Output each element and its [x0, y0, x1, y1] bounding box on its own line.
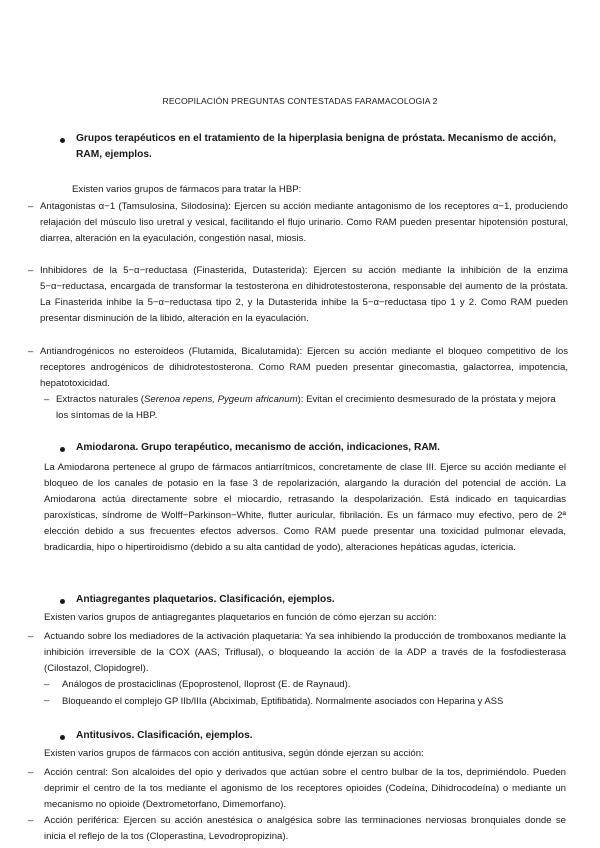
amiodarone-body: La Amiodarona pertenece al grupo de fármacos antiarrítmicos, concretamente de clase III. Ejerce su acción mediante el bloqueo de los canales de potasio en la fase 3 de repolarización, alargando la duración del potencial de acción. La Amiodarona actúa directamente sobre el miocardio, retrasando la despolarización. Está indicado en taquicardias paroxísticas, síndrome de Wolff−Parkinson−White, flutter auricular, fibrilación. Es un fármaco muy efectivo, pero de 2ª elección debido a sus frecuentes efectos adversos. Como RAM puede presentar una toxicidad pulmonar elevada, bradicardia, hipo o hipertiroidismo (debido a su alta cantidad de yodo), alteraciones hepáticas agudas, ictericia.: [44, 462, 566, 553]
antitussives-intro: Existen varios grupos de fármacos con acción antitusiva, según dónde ejerzan su acción:: [44, 748, 424, 759]
list-dash: –: [28, 631, 34, 642]
antitussives-item-peripheral: Acción periférica: Ejercen su acción anestésica o analgésica sobre las terminaciones nerviosas bronquiales donde se inicia el reflejo de la tos (Cloperastina, Levodropropizina).: [44, 815, 566, 842]
hbp-subitem-natural-extracts: [56, 392, 566, 424]
natural-extracts-suffix: ): Evitan el crecimiento desmesurado de la próstata y mejora los síntomas de la HBP.: [56, 394, 556, 421]
bullet-icon: [60, 138, 65, 143]
list-dash: –: [44, 695, 50, 706]
bullet-icon: [60, 599, 65, 604]
hbp-item-antiandrogens: Antiandrogénicos no esteroideos (Flutamida, Bicalutamida): Ejercen su acción mediante el bloqueo competitivo de los receptores androgénicos de dihidrotestosterona. Como RAM pueden presentar ginecomastia, galactorrea, impotencia, hepatotoxicidad.: [40, 346, 568, 389]
question-title-hbp: Grupos terapéuticos en el tratamiento de la hiperplasia benigna de próstata. Mecanismo de acción, RAM, ejemplos.: [76, 133, 557, 160]
antiplatelets-intro: Existen varios grupos de antiagregantes plaquetarios en función de cómo ejerzan su acción:: [44, 612, 437, 623]
question-title-antitussives: Antitusivos. Clasificación, ejemplos.: [76, 730, 253, 741]
question-title-antiplatelets: Antiagregantes plaquetarios. Clasificación, ejemplos.: [76, 594, 335, 605]
antiplatelets-subitem-gp-iib-iiia: Bloqueando el complejo GP IIb/IIIa (Abciximab, Eptifibátida). Normalmente asociados con Heparina y ASS: [62, 695, 504, 706]
list-dash: –: [28, 767, 34, 778]
antiplatelets-item-mediators: Actuando sobre los mediadores de la activación plaquetaria: Ya sea inhibiendo la producción de tromboxanos mediante la inhibición irreversible de la COX (AAS, Triflusal), o bloqueando la acción de la ADP a través de la fosfodiesterasa (Cilostazol, Clopidogrel).: [44, 631, 566, 674]
list-dash: –: [44, 679, 50, 690]
list-dash: –: [28, 815, 34, 826]
list-dash: –: [28, 201, 34, 212]
hbp-intro: Existen varios grupos de fármacos para tratar la HBP:: [72, 184, 302, 195]
antiplatelets-subitem-prostacyclins: Análogos de prostaciclinas (Epoprostenol, Iloprost (E. de Raynaud).: [62, 679, 351, 690]
antitussives-item-central: Acción central: Son alcaloides del opio y derivados que actúan sobre el centro bulbar de la tos, deprimiéndolo. Pueden deprimir el centro de la tos mediante el agonismo de los receptores opioides (Codeína, Dihidrocodeína) o mediante un mecanismo no opioide (Dextrometorfano, Dimemorfano).: [44, 767, 566, 810]
bullet-icon: [60, 447, 65, 452]
question-title-amiodarone: Amiodarona. Grupo terapéutico, mecanismo de acción, indicaciones, RAM.: [76, 442, 440, 453]
hbp-item-5ari: Inhibidores de la 5−α−reductasa (Finasterida, Dutasterida): Ejercen su acción mediante la inhibición de la enzima 5−α−reductasa, encargada de transformar la testosterona en dihidrotestosterona, responsable del aumento de la próstata. La Finasterida inhibe la 5−α−reductasa tipo 2, y la Dutasterida inhibe la 5−α−reductasa tipo 1 y 2. Como RAM pueden presentar disminución de la libido, alteración en la eyaculación.: [40, 265, 568, 324]
list-dash: –: [44, 394, 50, 405]
natural-extracts-species: Serenoa repens, Pygeum africanum: [143, 394, 298, 405]
list-dash: –: [28, 346, 34, 357]
document-header: RECOPILACIÓN PREGUNTAS CONTESTADAS FARAMACOLOGIA 2: [162, 96, 438, 106]
hbp-item-alpha-antagonists: Antagonistas α−1 (Tamsulosina, Silodosina): Ejercen su acción mediante antagonismo de los receptores α−1, produciendo relajación del músculo liso uretral y vesical, facilitando el flujo urinario. Como RAM pueden presentar hipotensión postural, diarrea, alteración en la eyaculación, congestión nasal, miosis.: [40, 201, 568, 244]
natural-extracts-prefix: Extractos naturales (: [56, 394, 144, 405]
bullet-icon: [60, 735, 65, 740]
list-dash: –: [28, 265, 34, 276]
